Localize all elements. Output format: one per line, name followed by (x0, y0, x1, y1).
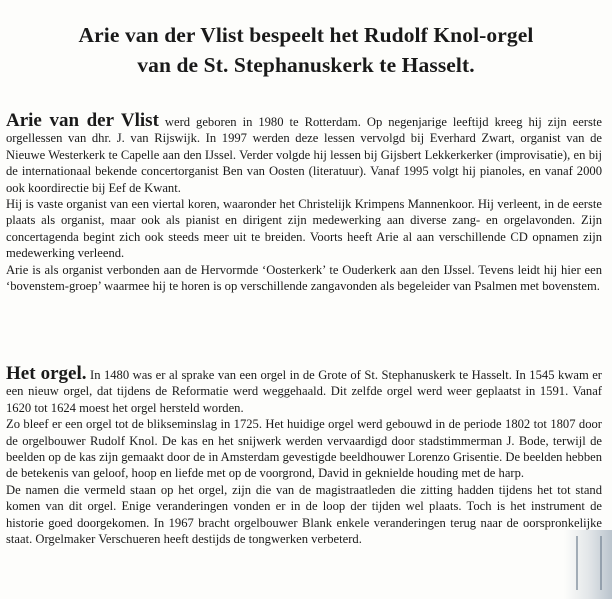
section-performer (6, 110, 602, 294)
page-title (0, 20, 612, 80)
title-line-1: Arie van der Vlist bespeelt het Rudolf Knol-orgel (78, 23, 534, 47)
performer-paragraph-1-text: werd geboren in 1980 te Rotterdam. Op negenjarige leeftijd kreeg hij zijn eerste orgellessen van dhr. J. van Rijswijk. In 1997 werden deze lessen vervolgd bij Everhard Zwart, organist van de Nieuwe Westerkerk te Capelle aan den IJssel. Verder volgde hij lessen bij Gijsbert Lekkerkerker (improvisatie), en bij de internationaal bekende concertorganist Ben van Oosten (literatuur). Vanaf 1995 volgt hij pianoles, en vanaf 2000 ook koordirectie bij Eef de Kwant. (6, 115, 602, 195)
performer-paragraph-1 (6, 110, 602, 196)
performer-heading: Arie van der Vlist (6, 110, 159, 131)
organ-paragraph-3: De namen die vermeld staan op het orgel, zijn die van de magistraatleden die zitting hadden tijdens het tot stand komen van dit orgel. Enige veranderingen vonden er in de loop der tijden wel plaats. Toch is het instrument de historie goed doorgekomen. In 1967 bracht orgelbouwer Blank enkele veranderingen terug naar de oorspronkelijke staat. Orgelmaker Verschueren heeft destijds de tongwerken verbeterd. (6, 482, 602, 547)
performer-paragraph-2: Hij is vaste organist van een viertal koren, waaronder het Christelijk Krimpens Mannenkoor. Hij verleent, in de eerste plaats als organist, maar ook als pianist en dirigent zijn medewerking aan diverse zang- en orgelavonden. Zijn concertagenda begint zich ook steeds meer uit te breiden. Voorts heeft Arie al aan verschillende CD opnamen zijn medewerking verleend. (6, 197, 602, 261)
organ-paragraph-1 (6, 363, 602, 416)
performer-paragraph-3: Arie is als organist verbonden aan de Hervormde ‘Oosterkerk’ te Ouderkerk aan den IJssel. Tevens leidt hij hier een ‘bovenstem-groep’ waarmee hij te horen is op verschillende zangavonden als begeleider van Psalmen met bovenstem. (6, 262, 602, 294)
edge-decoration (564, 530, 612, 599)
organ-paragraph-2: Zo bleef er een orgel tot de blikseminslag in 1725. Het huidige orgel werd gebouwd in de periode 1802 tot 1807 door de orgelbouwer Rudolf Knol. De kas en het snijwerk werden vervaardigd door stadstimmerman J. Bode, terwijl de beelden op de kas zijn gemaakt door de in Amsterdam gevestigde beeldhouwer Lorenzo Grisentie. De beelden hebben de betekenis van geloof, hoop en liefde met op de voorgrond, David in geknielde houding met de harp. (6, 417, 602, 481)
organ-paragraph-1-text: In 1480 was er al sprake van een orgel in de Grote of St. Stephanuskerk te Hasselt. In 1545 kwam er een nieuw orgel, dat tijdens de Reformatie werd weggehaald. Dit zelfde orgel werd weer geplaatst in 1591. Vanaf 1620 tot 1624 moest het orgel hersteld worden. (6, 368, 602, 415)
organ-heading: Het orgel. (6, 363, 87, 384)
title-line-2: van de St. Stephanuskerk te Hasselt. (137, 53, 475, 77)
section-organ (6, 363, 602, 547)
